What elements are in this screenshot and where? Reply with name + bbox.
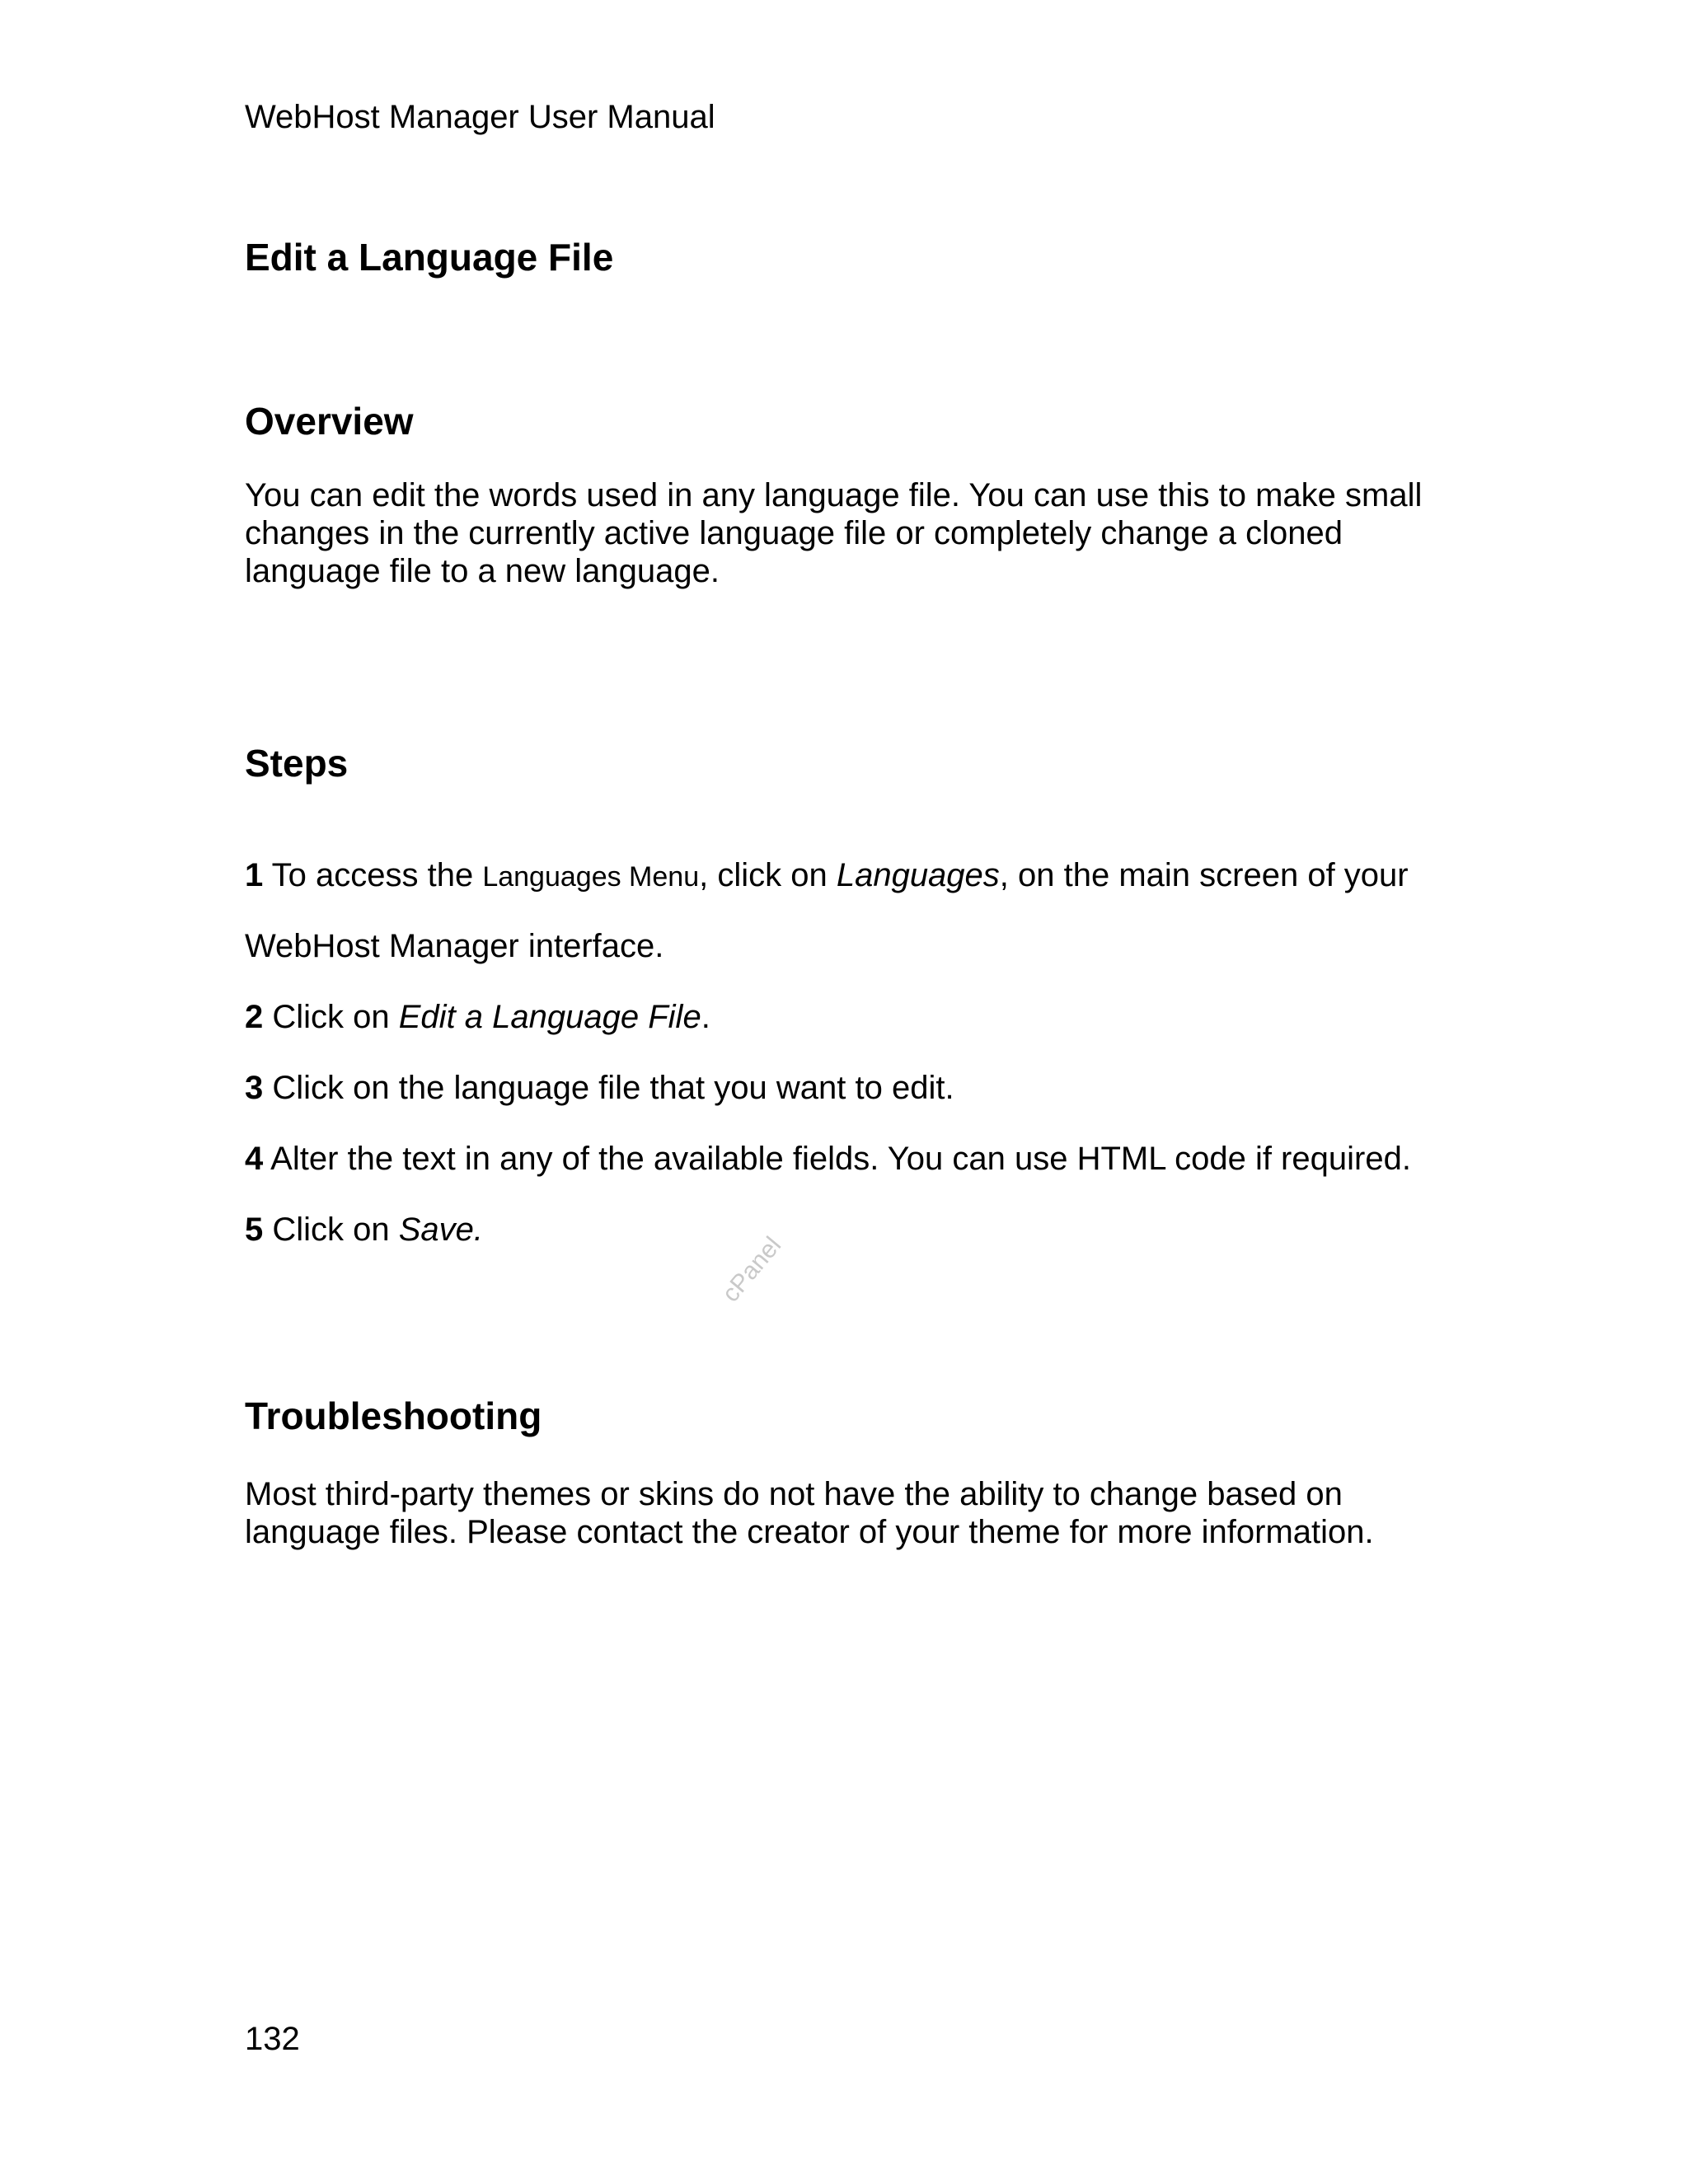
overview-line: You can edit the words used in any language file. You can use this to make small	[245, 477, 1423, 513]
step-text: Click on	[263, 1212, 399, 1248]
overview-heading: Overview	[245, 400, 414, 443]
step-text: Click on the language file that you want to edit.	[263, 1070, 954, 1106]
step-text: To access the	[263, 857, 483, 893]
overview-line: language file to a new language.	[245, 553, 720, 589]
languages-link-text: Languages	[836, 857, 1000, 893]
step-text: Click on	[263, 999, 399, 1035]
overview-line: changes in the currently active language file or completely change a cloned	[245, 515, 1343, 551]
troubleshooting-paragraph	[245, 1475, 1374, 1551]
watermark: cPanel	[717, 1231, 787, 1308]
troubleshooting-line: language files. Please contact the creator of your theme for more information.	[245, 1514, 1374, 1550]
languages-menu-label: Languages Menu	[482, 861, 700, 893]
page-number: 132	[245, 2021, 300, 2057]
page-title: Edit a Language File	[245, 236, 614, 279]
step-number: 5	[245, 1212, 264, 1248]
edit-language-file-text: Edit a Language File	[398, 999, 701, 1035]
step-2	[245, 997, 710, 1037]
step-text: , click on	[699, 857, 837, 893]
step-number: 3	[245, 1070, 264, 1106]
step-1	[245, 855, 1409, 897]
troubleshooting-line: Most third-party themes or skins do not have the ability to change based on	[245, 1476, 1343, 1512]
step-1-continuation: WebHost Manager interface.	[245, 928, 664, 964]
steps-heading: Steps	[245, 742, 349, 785]
troubleshooting-heading: Troubleshooting	[245, 1394, 542, 1437]
overview-paragraph	[245, 476, 1422, 590]
step-text: .	[701, 999, 710, 1035]
step-4	[245, 1139, 1411, 1179]
step-3	[245, 1068, 954, 1108]
step-number: 2	[245, 999, 264, 1035]
save-text: Save.	[398, 1212, 484, 1248]
step-5	[245, 1210, 483, 1249]
step-number: 4	[245, 1141, 264, 1177]
running-header: WebHost Manager User Manual	[245, 99, 715, 135]
step-text: , on the main screen of your	[999, 857, 1409, 893]
step-text: Alter the text in any of the available fields. You can use HTML code if required.	[263, 1141, 1411, 1177]
step-number: 1	[245, 857, 264, 893]
